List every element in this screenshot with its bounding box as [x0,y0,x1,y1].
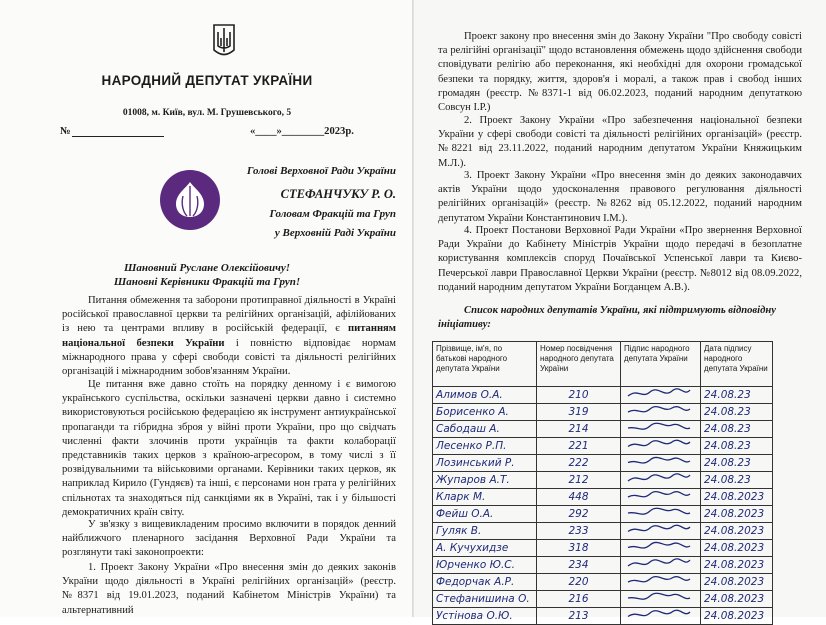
signature-table [432,341,773,625]
table-row [433,591,773,608]
table-row [433,523,773,540]
id-number-cell: 212 [537,472,621,489]
bill-item-3: 3. Проект Закону України «Про внесення змін до деяких законодавчих актів України щодо удосконалення правового регулювання діяльності релігійних організацій» (реєстр. №8262 від 05.12.2022, поданий народним депутатом України Константинович І.М.). [438,170,802,224]
handwritten-signature-icon [624,455,694,468]
handwritten-signature-icon [624,523,694,536]
table-row [433,472,773,489]
paragraph-1-part-a: Питання обмеження та заборони протиправної діяльності в Україні російської православної церкви та релігійних організацій, афілійованих із нею та центрами впливу в російській федерації, є [62,295,396,335]
deputy-name-cell: Сабодаш А. [433,421,537,438]
id-number-cell: 221 [537,438,621,455]
id-number-cell: 213 [537,608,621,625]
signature-cell [621,608,701,625]
sign-date-cell: 24.08.2023 [701,506,773,523]
table-row [433,557,773,574]
outgoing-number-line [72,136,164,137]
sign-date-cell: 24.08.2023 [701,557,773,574]
bill-item-1: 1. Проект Закону України «Про внесення змін до деяких законів України щодо діяльності в Україні релігійних організацій» (реєстр. №8371 від 19.01.2023, поданий Кабінетом Міністрів України) та альтернативний [62,562,396,616]
deputy-name-cell: Алимов О.А. [433,387,537,404]
signature-cell [621,455,701,472]
handwritten-signature-icon [624,387,694,400]
greeting-speaker: Шановний Руслане Олексійовичу! [123,262,291,274]
table-row [433,438,773,455]
handwritten-signature-icon [624,404,694,417]
signature-cell [621,574,701,591]
signature-cell [621,540,701,557]
outgoing-number-label: № [60,126,71,137]
id-number-cell: 319 [537,404,621,421]
signature-cell [621,506,701,523]
header-signature: Підпис народного депутата України [621,342,701,387]
sign-date-cell: 24.08.2023 [701,540,773,557]
id-number-cell: 233 [537,523,621,540]
header-sign-date: Дата підпису народного депутата України [701,342,773,387]
deputy-name-cell: Стефанишина О. [433,591,537,608]
signature-cell [621,387,701,404]
deputy-name-cell: Борисенко А. [433,404,537,421]
sign-date-cell: 24.08.2023 [701,523,773,540]
bill-item-4: 4. Проект Постанови Верховної Ради України «Про звернення Верховної Ради України до Кабінету Міністрів України щодо передачі в безоплатне користування комплексів споруд Почаївської Успенської лаври та Києво-Печерської лаври Православної Церкви України (реєстр. №8012 від 08.09.2022, поданий народним депутатом України Богданцем А.В.). [438,225,802,293]
table-row [433,387,773,404]
id-number-cell: 220 [537,574,621,591]
deputy-name-cell: А. Кучухидзе [433,540,537,557]
sign-date-cell: 24.08.2023 [701,608,773,625]
deputy-name-cell: Лесенко Р.П. [433,438,537,455]
handwritten-signature-icon [624,591,694,604]
letter-date: «____»________2023р. [250,126,354,137]
deputy-name-cell: Устінова О.Ю. [433,608,537,625]
handwritten-signature-icon [624,540,694,553]
deputy-name-cell: Кларк М. [433,489,537,506]
sign-date-cell: 24.08.2023 [701,591,773,608]
left-letter-page [0,0,414,617]
signature-cell [621,489,701,506]
deputy-name-cell: Лозинський Р. [433,455,537,472]
paragraph-national-security [62,294,396,379]
id-number-cell: 292 [537,506,621,523]
deputy-name-cell: Фейш О.А. [433,506,537,523]
id-number-cell: 214 [537,421,621,438]
id-number-cell: 234 [537,557,621,574]
header-id-number: Номер посвідчення народного депутата України [537,342,621,387]
table-row [433,421,773,438]
sign-date-cell: 24.08.2023 [701,574,773,591]
handwritten-signature-icon [624,608,694,621]
signature-cell [621,438,701,455]
handwritten-signature-icon [624,421,694,434]
signature-cell [621,591,701,608]
paragraph-1-part-c: і повністю відповідає нормам міжнародного права у сфері свободи совісті та діяльності релігійних організацій і міжнародним зобов'язанням України. [62,337,397,378]
deputy-name-cell: Гуляк В. [433,523,537,540]
bill-item-1-alternative: Проект закону про внесення змін до Закону України "Про свободу совісті та релігійні організації" щодо встановлення обмежень щодо здійснення свободи сповідувати релігію або переконання, які необхідні для охорони громадської безпеки та порядку, життя, здоров'я і моралі, а також прав і свобод інших громадян (реєстр. №8371-1 від 06.02.2023, поданий народним депутаткою Совсун І.Р.) [438,31,802,114]
recipient-line-4: у Верховній Раді України [274,227,396,239]
sign-date-cell: 24.08.23 [701,455,773,472]
signature-cell [621,523,701,540]
id-number-cell: 216 [537,591,621,608]
paragraph-request: У зв'язку з вищевикладеним просимо включити в порядок денний найближчого пленарного засідання Верховної Ради України та розглянути такі законопроекти: [62,519,396,559]
greeting-factions: Шановні Керівники Фракцій та Груп! [113,276,301,288]
bill-item-2: 2. Проект Закону України «Про забезпечення національної безпеки України у сфері свободи совісті та діяльності релігійних організацій» (реєстр. №8221 від 23.11.2022, поданий народним депутатом України Княжицьким М.Л.). [438,115,802,169]
supporters-list-heading: Список народних депутатів України, які підтримують відповідну ініціативу: [438,305,776,331]
handwritten-signature-icon [624,557,694,570]
id-number-cell: 318 [537,540,621,557]
signature-cell [621,421,701,438]
handwritten-signature-icon [624,574,694,587]
header-full-name: Прізвище, ім'я, по батькові народного депутата України [433,342,537,387]
signature-table-body [433,387,773,625]
letterhead-title: НАРОДНИЙ ДЕПУТАТ УКРАЇНИ [101,73,313,88]
handwritten-signature-icon [624,472,694,485]
deputy-name-cell: Юрченко Ю.С. [433,557,537,574]
signature-table-header [433,342,773,387]
sign-date-cell: 24.08.2023 [701,489,773,506]
deputy-name-cell: Жупаров А.Т. [433,472,537,489]
table-row [433,489,773,506]
trident-emblem-icon [213,24,235,60]
id-number-cell: 222 [537,455,621,472]
table-row [433,506,773,523]
table-row [433,608,773,625]
sign-date-cell: 24.08.23 [701,387,773,404]
handwritten-signature-icon [624,489,694,502]
deputy-name-cell: Федорчак А.Р. [433,574,537,591]
id-number-cell: 448 [537,489,621,506]
paragraph-church-activity: Це питання вже давно стоїть на порядку денному і є вимогою українського суспільства, оскільки зазначені церкви давно і системно використовуються російською федерацією як інструмент антиукраїнської пропаганди та гібридна зброя у війні проти України, про що свідчать численні факти злочинів проти українців та факти колаборації представників таких церков з країною-агресором, в тому числі з її розвідувальними та військовими органами. Керівники таких церков, як наприклад Кирило (Гундяєв) та інші, є персонами нон грата у релігійних спільнотах та знаходяться під санкціями як в Україні, так і у більшості демократичних країн світу. [62,379,396,518]
signature-cell [621,557,701,574]
recipient-line-2: СТЕФАНЧУКУ Р. О. [280,187,396,201]
table-row [433,455,773,472]
table-row [433,540,773,557]
id-number-cell: 210 [537,387,621,404]
sign-date-cell: 24.08.23 [701,438,773,455]
recipient-line-3: Головам Фракцій та Груп [269,208,396,220]
office-address: 01008, м. Київ, вул. М. Грушевського, 5 [122,108,292,118]
paragraph-1-emphasis: питанням національної безпеки України [62,323,396,349]
signature-cell [621,404,701,421]
handwritten-signature-icon [624,438,694,451]
table-row [433,574,773,591]
handwritten-signature-icon [624,506,694,519]
sign-date-cell: 24.08.23 [701,404,773,421]
table-row [433,404,773,421]
sign-date-cell: 24.08.23 [701,421,773,438]
recipient-line-1: Голові Верховної Ради України [246,165,396,177]
sign-date-cell: 24.08.23 [701,472,773,489]
signature-cell [621,472,701,489]
